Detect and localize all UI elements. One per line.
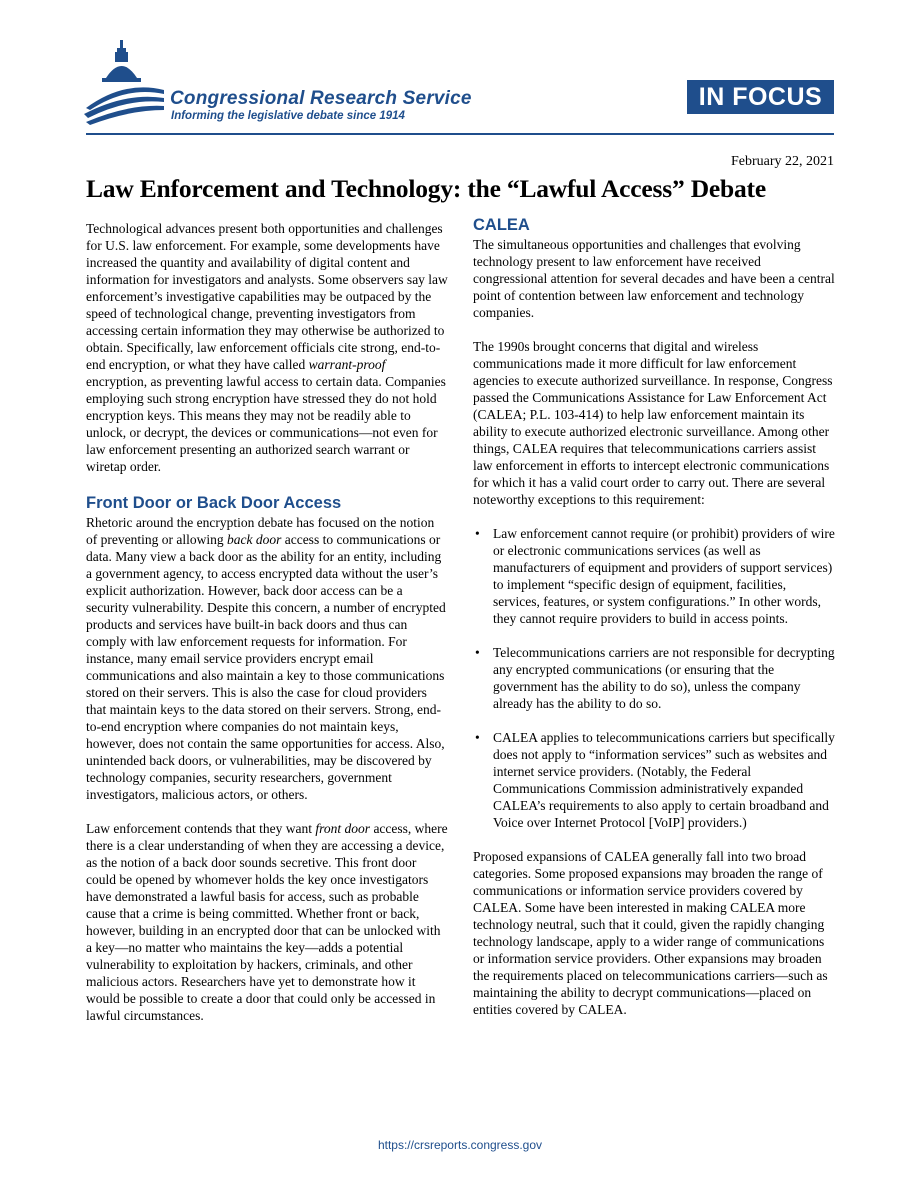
report-header (0, 0, 920, 140)
exceptions-list (473, 525, 835, 831)
section-heading-calea: CALEA (473, 216, 530, 234)
footer-url[interactable]: https://crsreports.congress.gov (377, 1138, 543, 1152)
back-door-paragraph: Rhetoric around the encryption debate has focused on the notion of preventing or allowing back door access to communications or data. Many view a back door as the ability for an entity, including a government agency, to access encrypted data without the user’s explicit authorization. However, back door access can be a security vulnerability. Despite this concern, a number of encrypted products and services have built-in back doors and thus can comply with law enforcement requests for information. For instance, many email service providers encrypt email communications and also maintain a key to those communications stored on their servers. This is also the case for cloud providers that maintain keys to the data stored on their servers. Strong, end-to-end encryption where companies do not maintain keys, however, does not contain the same opportunities for access. Also, unintended back doors, or vulnerabilities, may be discovered by technology companies, security researchers, government investigators, malicious actors, or others. (86, 515, 446, 802)
list-item: • Telecommunications carriers are not responsible for decrypting any encrypted communications (or ensuring that the government has the ability to do so), unless the company already has the ability to do so. (473, 644, 835, 712)
section-heading-front-back-door: Front Door or Back Door Access (86, 494, 342, 512)
intro-paragraph: Technological advances present both opportunities and challenges for U.S. law enforcement. For example, some developments have increased the quantity and availability of digital content and information for investigators and analysts. Some observers say law enforcement’s investigative capabilities may be outpaced by the speed of technological change, preventing investigators from accessing certain information they may otherwise be authorized to obtain. Specifically, law enforcement officials cite strong, end-to-end encryption, or what they have called warrant-proof encryption, as preventing lawful access to certain data. Companies employing such strong encryption have stressed they do not hold encryption keys. This means they may not be readily able to unlock, or decrypt, the devices or communications—not even for law enforcement presenting an authorized search warrant or wiretap order. (86, 221, 448, 474)
header-rule (86, 133, 834, 135)
publication-date: February 22, 2021 (730, 154, 834, 169)
calea-history-paragraph: The 1990s brought concerns that digital and wireless communications made it more difficult for law enforcement agencies to execute authorized surveillance. In response, Congress passed the Communications Assistance for Law Enforcement Act (CALEA; P.L. 103-414) to help law enforcement maintain its ability to execute authorized electronic surveillance. Among other things, CALEA requires that telecommunications carriers assist law enforcement in efforts to intercept electronic communications for which it has a valid court order to carry out. There are several noteworthy exceptions to this requirement: (473, 339, 833, 507)
list-item: • CALEA applies to telecommunications carriers but specifically does not apply to “information services” such as websites and internet service providers. (Notably, the Federal Communications Commission administratively expanded CALEA’s requirements to also apply to certain broadband and Voice over Internet Protocol [VoIP] providers.) (473, 729, 835, 831)
org-tagline: Informing the legislative debate since 1914 (171, 110, 405, 122)
in-focus-badge: IN FOCUS (687, 80, 834, 114)
left-column (86, 220, 448, 1041)
right-column (473, 216, 835, 1035)
org-name: Congressional Research Service (170, 88, 472, 109)
capitol-dome-icon (84, 40, 164, 125)
front-door-paragraph: Law enforcement contends that they want front door access, where there is a clear understanding of when they are accessing a device, as the notion of a back door sounds secretive. This front door could be opened by whomever holds the key once investigators have demonstrated a lawful basis for access, such as probable cause that a crime is being committed. Whether front or back, however, building in an encrypted door that can be unlocked with a key—no matter who maintains the key—adds a potential vulnerability to exploitation by hackers, criminals, and other malicious actors. Researchers have yet to demonstrate how it would be possible to create a door that could only be accessed in lawful circumstances. (86, 821, 448, 1023)
list-item: • Law enforcement cannot require (or prohibit) providers of wire or electronic communications services (as well as manufacturers of equipment and providers of support services) to implement “specific design of equipment, facilities, services, features, or system configurations.” In other words, they cannot require providers to build in access points. (473, 525, 835, 627)
calea-intro-paragraph: The simultaneous opportunities and challenges that evolving technology present to law enforcement have received congressional attention for several decades and have been a central point of contention between law enforcement and technology companies. (473, 237, 835, 320)
page-title: Law Enforcement and Technology: the “Lawful Access” Debate (86, 174, 766, 203)
expansions-paragraph: Proposed expansions of CALEA generally fall into two broad categories. Some proposed expansions may broaden the range of communications or information service providers covered by CALEA. Some have been interested in making CALEA more technology neutral, such that it could, given the rapidly changing technology landscape, apply to a wider range of communications or information service providers. Other expansions may broaden the requirements placed on telecommunications carriers—such as maintaining the ability to decrypt communications—placed on entities covered by CALEA. (473, 849, 828, 1017)
